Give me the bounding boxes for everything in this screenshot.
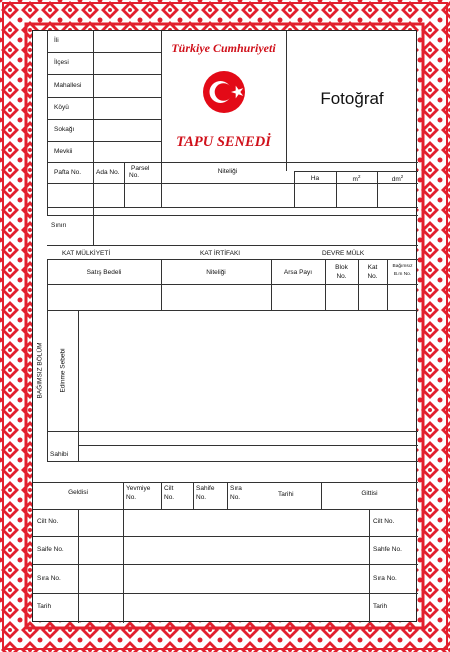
registry-right-tarih: Tarih <box>373 603 388 610</box>
kat-irtifaki-label: KAT İRTİFAKI <box>200 250 241 257</box>
photo-label: Fotoğraf <box>320 89 384 108</box>
registry-right-sahfe: Sahfe No. <box>373 546 402 553</box>
edinme-sebebi-side-label: Edinme Sebebi <box>59 348 67 393</box>
sira-no-header-label: Sıra No. <box>230 485 242 502</box>
ada-label: Ada No. <box>96 169 120 176</box>
location-label-il: İli <box>54 37 59 44</box>
kat-no-label: Kat No. <box>367 264 378 281</box>
tarihi-label: Tarihi <box>278 491 294 498</box>
location-label-sokak: Sokağı <box>54 126 75 133</box>
geldisi-label: Geldisi <box>68 489 88 496</box>
unit-niteligi-label: Niteliği <box>206 269 226 276</box>
registry-left-sira: Sıra No. <box>37 575 61 582</box>
m2-label: $m^2$ <box>352 174 361 184</box>
registry-left-tarih: Tarih <box>37 603 52 610</box>
parsel-label: Parsel No. <box>129 165 150 180</box>
location-label-mevki: Mevkii <box>54 148 73 155</box>
dm2-label: $dm^2$ <box>391 174 404 184</box>
kat-mulkiyeti-label: KAT MÜLKİYETİ <box>62 250 111 257</box>
devre-mulk-label: DEVRE MÜLK <box>322 250 365 257</box>
registry-right-sira: Sıra No. <box>373 575 397 582</box>
blok-no-label: Blok No. <box>335 264 348 281</box>
pafta-label: Pafta No. <box>54 169 82 176</box>
bagimsiz-bolum-side-label: BAĞIMSIZ BÖLÜM <box>36 342 44 399</box>
sahife-no-label: Sahife No. <box>196 485 215 502</box>
arsa-payi-label: Arsa Payı <box>283 269 313 276</box>
cilt-no-header-label: Cilt No. <box>164 485 175 502</box>
ha-label: Ha <box>310 175 320 182</box>
location-label-mahalle: Mahallesi <box>54 82 82 89</box>
registry-right-cilt: Cilt No. <box>373 518 395 525</box>
sahibi-label: Sahibi <box>50 451 69 458</box>
bagimsiz-bolum-no-label: Bağımsız B.m No. <box>392 264 413 277</box>
yevmiye-no-label: Yevmiye No. <box>126 485 151 502</box>
crescent-star-icon <box>202 70 246 114</box>
registry-left-saife: Saife No. <box>37 546 64 553</box>
registry-left-cilt: Cilt No. <box>37 518 59 525</box>
siniri-label: Sınırı <box>51 222 67 229</box>
gittisi-label: Gittisi <box>361 490 378 497</box>
title-tapu-senedi: TAPU SENEDİ <box>176 134 271 150</box>
satis-bedeli-label: Satış Bedeli <box>86 269 122 276</box>
location-label-koy: Köyü <box>54 104 69 111</box>
location-label-ilce: İlçesi <box>54 59 69 66</box>
deed-form <box>32 30 417 622</box>
title-turkiye-cumhuriyeti: Türkiye Cumhuriyeti <box>171 41 276 55</box>
niteligi-label: Niteliği <box>217 168 238 175</box>
